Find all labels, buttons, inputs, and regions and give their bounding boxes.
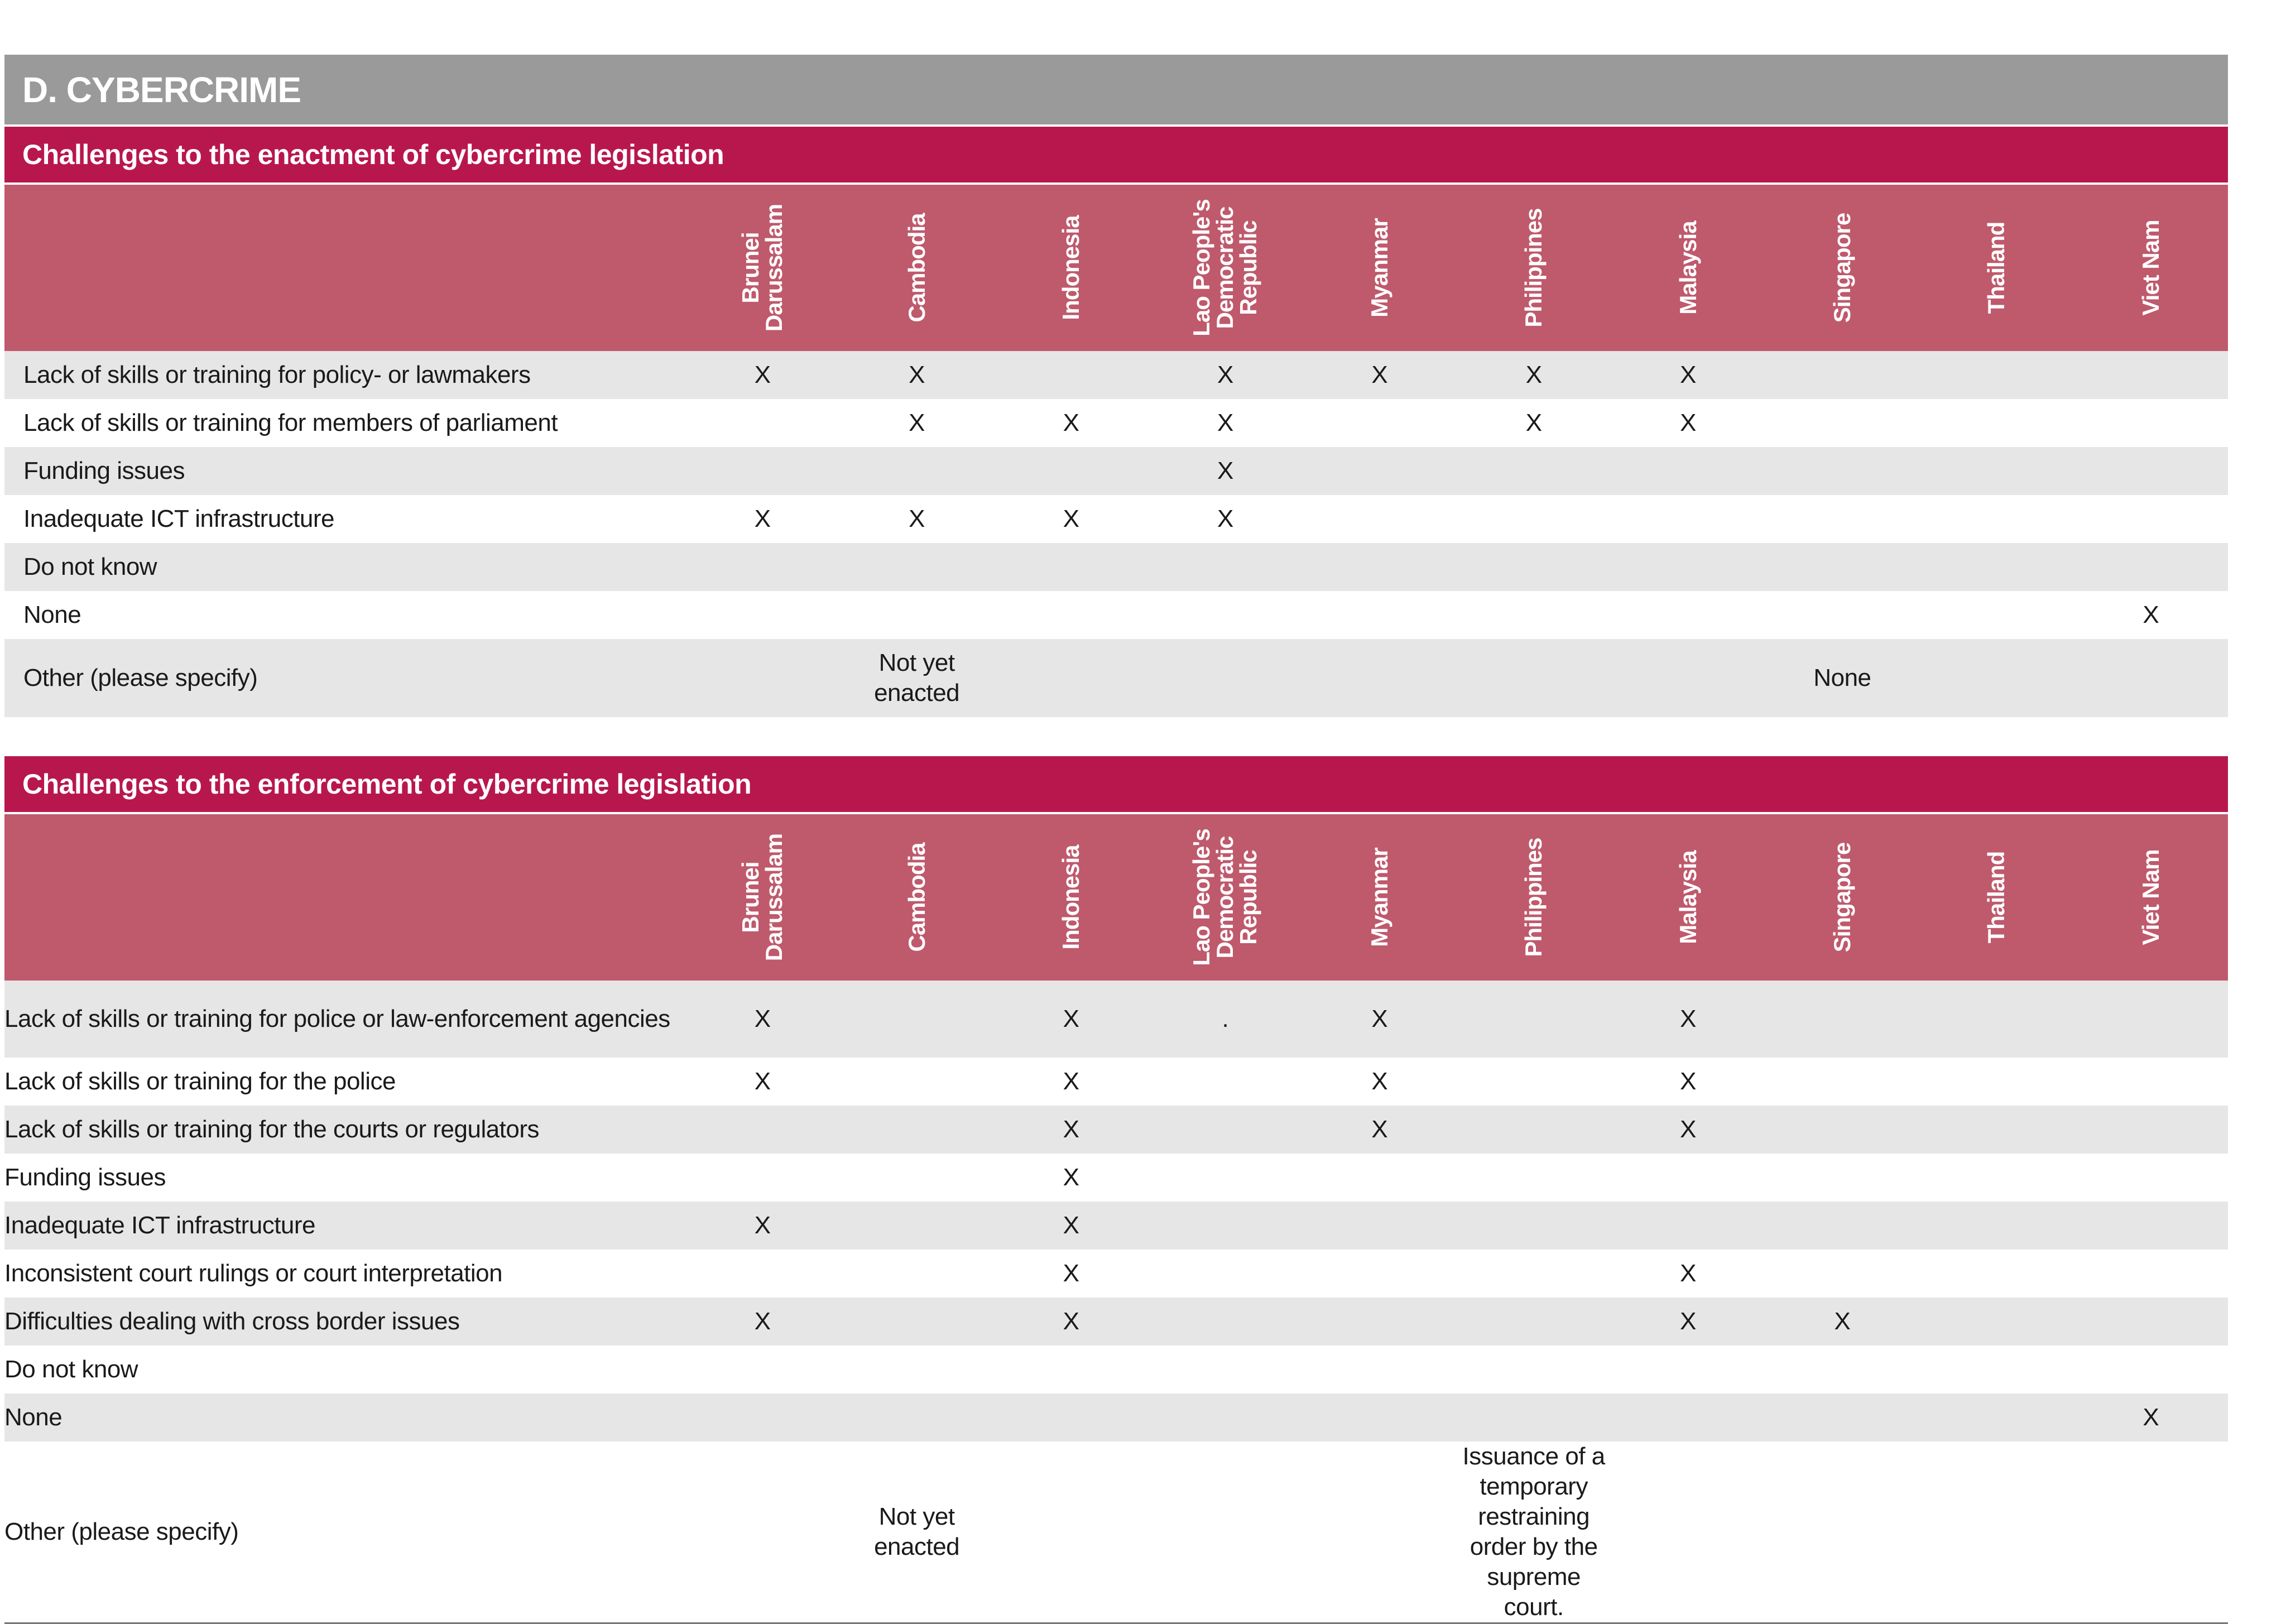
cell-mark — [685, 1106, 839, 1154]
cell-mark — [1765, 1442, 1919, 1622]
cell-mark: X — [1063, 1068, 1079, 1095]
table1-header-indonesia: Indonesia — [1057, 215, 1084, 320]
table-row — [4, 1250, 2228, 1298]
cell-mark: None — [1813, 664, 1871, 691]
cell-mark — [685, 1250, 839, 1298]
cell-mark: X — [754, 1068, 771, 1095]
cell-mark — [2074, 447, 2228, 495]
cell-mark — [1303, 1154, 1457, 1202]
cell-mark — [1457, 1298, 1611, 1346]
cell-mark — [1919, 1394, 2073, 1442]
cell-mark: X — [1680, 1308, 1696, 1335]
cell-mark: X — [1063, 1212, 1079, 1239]
cell-mark — [1919, 981, 2073, 1058]
cell-mark — [2074, 495, 2228, 543]
table-row — [4, 1106, 2228, 1154]
cell-mark — [994, 447, 1148, 495]
cell-mark — [1303, 495, 1457, 543]
cell-mark: X — [1371, 1116, 1388, 1143]
row-label: Inadequate ICT infrastructure — [4, 1212, 316, 1239]
row-label: Funding issues — [4, 1164, 166, 1191]
cell-mark — [2074, 543, 2228, 591]
cell-mark — [994, 1394, 1148, 1442]
cell-mark — [1457, 447, 1611, 495]
cell-mark — [1765, 1346, 1919, 1394]
cell-mark — [1919, 1154, 2073, 1202]
cell-mark: X — [1680, 1116, 1696, 1143]
table-row — [4, 1346, 2228, 1394]
cell-mark — [839, 1298, 993, 1346]
cell-mark — [839, 1058, 993, 1106]
cell-mark: X — [1680, 1260, 1696, 1287]
row-label: None — [4, 1404, 63, 1431]
cell-mark — [839, 1394, 993, 1442]
cell-mark: X — [754, 1308, 771, 1335]
cell-mark — [1611, 1202, 1765, 1250]
cell-mark — [1765, 1058, 1919, 1106]
cell-mark — [1303, 639, 1457, 717]
cell-mark — [1457, 1106, 1611, 1154]
cell-mark: X — [1217, 505, 1233, 532]
row-label: Do not know — [23, 553, 157, 580]
cell-mark: X — [1063, 1005, 1079, 1032]
cell-mark: X — [1371, 1005, 1388, 1032]
cell-mark — [1457, 1154, 1611, 1202]
cell-mark: X — [1217, 361, 1233, 388]
cell-mark — [1765, 447, 1919, 495]
cell-mark: X — [1525, 361, 1542, 388]
cell-mark — [1919, 1442, 2073, 1622]
cell-mark — [1303, 1202, 1457, 1250]
cell-mark: X — [1525, 409, 1542, 436]
cell-mark — [2074, 1442, 2228, 1622]
cell-mark — [1148, 591, 1302, 639]
row-label: Lack of skills or training for the police — [4, 1068, 396, 1095]
cell-mark — [1919, 495, 2073, 543]
enforcement-challenges-table — [4, 814, 2228, 1622]
cell-mark — [1919, 1106, 2073, 1154]
table-row — [4, 1154, 2228, 1202]
cell-mark — [994, 543, 1148, 591]
cell-mark — [1611, 1442, 1765, 1622]
table-row — [4, 591, 2228, 639]
table2-header-thailand: Thailand — [1983, 851, 2010, 944]
cell-mark — [839, 591, 993, 639]
cell-mark: X — [1680, 1005, 1696, 1032]
cell-mark — [1457, 1250, 1611, 1298]
cell-mark — [1611, 1346, 1765, 1394]
cell-mark: X — [754, 1212, 771, 1239]
section-title: D. CYBERCRIME — [4, 55, 2228, 124]
cell-mark — [839, 1106, 993, 1154]
table-row — [4, 543, 2228, 591]
table-row — [4, 399, 2228, 447]
cell-mark — [2074, 399, 2228, 447]
cell-mark: X — [1680, 409, 1696, 436]
cell-mark — [685, 447, 839, 495]
cell-mark — [1611, 543, 1765, 591]
cell-mark: X — [909, 409, 925, 436]
table-row — [4, 639, 2228, 717]
table1-header-singapore: Singapore — [1828, 213, 1855, 323]
table2-header-philippines: Philippines — [1520, 838, 1547, 957]
cell-mark — [1765, 543, 1919, 591]
cell-mark — [1148, 639, 1302, 717]
cell-mark — [1765, 1154, 1919, 1202]
cell-mark — [1919, 1346, 2073, 1394]
cell-mark — [1303, 543, 1457, 591]
cell-mark: Issuance of a temporary restraining order by the supreme court. — [1462, 1443, 1605, 1621]
table-row — [4, 1202, 2228, 1250]
cell-mark — [2074, 1154, 2228, 1202]
cell-mark — [1919, 1058, 2073, 1106]
cell-mark: X — [754, 505, 771, 532]
table1-header-cambodia: Cambodia — [903, 213, 930, 323]
cell-mark — [839, 543, 993, 591]
cell-mark: X — [1063, 409, 1079, 436]
row-label: Funding issues — [23, 457, 185, 484]
table-row — [4, 1442, 2228, 1622]
table-row — [4, 981, 2228, 1058]
table2-header-indonesia: Indonesia — [1057, 845, 1084, 950]
table2-header-myanmar: Myanmar — [1366, 848, 1392, 947]
cell-mark — [1303, 591, 1457, 639]
cell-mark — [685, 1346, 839, 1394]
cell-mark — [2074, 1298, 2228, 1346]
row-label: Inadequate ICT infrastructure — [23, 505, 335, 532]
cell-mark — [1611, 1154, 1765, 1202]
table1-header-thailand: Thailand — [1983, 222, 2010, 314]
cell-mark — [1919, 399, 2073, 447]
cell-mark — [1919, 1202, 2073, 1250]
cell-mark — [1148, 1346, 1302, 1394]
row-label: Inconsistent court rulings or court interpretation — [4, 1260, 503, 1287]
cell-mark: X — [1063, 505, 1079, 532]
cell-mark — [1148, 1442, 1302, 1622]
cell-mark — [1457, 1202, 1611, 1250]
cell-mark — [1919, 447, 2073, 495]
cell-mark — [2074, 1106, 2228, 1154]
cell-mark — [2074, 981, 2228, 1058]
cell-mark — [1303, 1250, 1457, 1298]
row-label: Lack of skills or training for police or law-enforcement agencies — [4, 1005, 670, 1032]
cell-mark — [1765, 1394, 1919, 1442]
cell-mark — [1148, 1250, 1302, 1298]
cell-mark — [1303, 1442, 1457, 1622]
cell-mark — [1303, 1298, 1457, 1346]
cell-mark: X — [1680, 361, 1696, 388]
cell-mark — [1765, 399, 1919, 447]
cell-mark: Not yet enacted — [874, 1503, 960, 1560]
table-row — [4, 1058, 2228, 1106]
cell-mark: X — [754, 361, 771, 388]
table-row — [4, 1298, 2228, 1346]
cell-mark — [1765, 1202, 1919, 1250]
cell-mark — [685, 543, 839, 591]
table2-title: Challenges to the enforcement of cybercrime legislation — [4, 754, 2228, 814]
table1-header-philippines: Philippines — [1520, 208, 1547, 328]
cell-mark: X — [1217, 409, 1233, 436]
cell-mark — [685, 591, 839, 639]
row-label: Other (please specify) — [4, 1518, 239, 1545]
row-label: Lack of skills or training for members of parliament — [23, 409, 558, 436]
table-row — [4, 495, 2228, 543]
cell-mark — [685, 639, 839, 717]
table2-header-lao: Lao People's Democratic Republic — [1188, 829, 1262, 966]
row-label: Other (please specify) — [23, 664, 258, 691]
cell-mark — [1919, 639, 2073, 717]
cell-mark: Not yet enacted — [874, 649, 960, 707]
table1-header-corner — [4, 185, 685, 351]
table2-header-cambodia: Cambodia — [903, 843, 930, 952]
cell-mark — [1457, 1058, 1611, 1106]
cell-mark — [1148, 1058, 1302, 1106]
cell-mark — [685, 1442, 839, 1622]
cell-mark — [1457, 1394, 1611, 1442]
cell-mark — [1611, 1394, 1765, 1442]
cell-mark — [1919, 351, 2073, 399]
cell-mark — [1611, 447, 1765, 495]
cell-mark — [1148, 1394, 1302, 1442]
cell-mark — [1303, 1394, 1457, 1442]
cell-mark — [2074, 1346, 2228, 1394]
table1-header-myanmar: Myanmar — [1366, 218, 1392, 318]
enactment-challenges-table — [4, 185, 2228, 717]
cell-mark — [685, 1154, 839, 1202]
cell-mark — [1765, 981, 1919, 1058]
cell-mark — [685, 1394, 839, 1442]
cell-mark — [2074, 1202, 2228, 1250]
cell-mark — [2074, 639, 2228, 717]
cell-mark — [839, 447, 993, 495]
cell-mark — [1765, 1106, 1919, 1154]
cell-mark — [1611, 495, 1765, 543]
cell-mark — [1148, 1106, 1302, 1154]
cell-mark — [994, 1346, 1148, 1394]
row-label: Do not know — [4, 1356, 138, 1383]
cell-mark: . — [1222, 1005, 1229, 1032]
cell-mark — [994, 1442, 1148, 1622]
cell-mark — [839, 1250, 993, 1298]
cell-mark — [1303, 447, 1457, 495]
cell-mark: X — [909, 505, 925, 532]
cell-mark — [1919, 1250, 2073, 1298]
cell-mark — [1148, 1154, 1302, 1202]
cell-mark: X — [909, 361, 925, 388]
cell-mark — [839, 1202, 993, 1250]
row-label: Lack of skills or training for the courts or regulators — [4, 1116, 540, 1143]
cell-mark: X — [1680, 1068, 1696, 1095]
table1-header-vietnam: Viet Nam — [2137, 220, 2164, 316]
cell-mark — [1457, 1346, 1611, 1394]
cell-mark — [2074, 1250, 2228, 1298]
cell-mark — [1919, 543, 2073, 591]
cell-mark — [1919, 591, 2073, 639]
row-label: None — [23, 601, 81, 628]
cell-mark — [1765, 1250, 1919, 1298]
cell-mark: X — [2143, 1404, 2159, 1431]
table-gap — [4, 717, 2228, 754]
table-row — [4, 1394, 2228, 1442]
cell-mark — [685, 399, 839, 447]
cell-mark — [1611, 591, 1765, 639]
cell-mark — [994, 591, 1148, 639]
cell-mark: X — [1063, 1260, 1079, 1287]
cell-mark — [1765, 591, 1919, 639]
table2-header-brunei: Brunei Darussalam — [737, 833, 787, 962]
cell-mark — [1611, 639, 1765, 717]
cell-mark — [1457, 981, 1611, 1058]
cell-mark: X — [1063, 1308, 1079, 1335]
table2-header-row — [4, 814, 2228, 981]
cell-mark — [1303, 399, 1457, 447]
table-row — [4, 351, 2228, 399]
table2-header-vietnam: Viet Nam — [2137, 849, 2164, 945]
row-label: Difficulties dealing with cross border issues — [4, 1308, 460, 1335]
cell-mark — [1457, 639, 1611, 717]
table1-header-malaysia: Malaysia — [1674, 221, 1701, 315]
table-row — [4, 447, 2228, 495]
cell-mark — [1303, 1346, 1457, 1394]
table1-header-lao: Lao People's Democratic Republic — [1188, 199, 1262, 337]
table2-header-malaysia: Malaysia — [1674, 851, 1701, 944]
cybercrime-page — [4, 55, 2228, 1624]
cell-mark — [839, 1346, 993, 1394]
cell-mark: X — [2143, 601, 2159, 628]
cell-mark — [839, 1154, 993, 1202]
cell-mark: X — [1371, 1068, 1388, 1095]
cell-mark — [1457, 495, 1611, 543]
cell-mark: X — [1063, 1164, 1079, 1191]
cell-mark: X — [1063, 1116, 1079, 1143]
cell-mark — [1148, 1202, 1302, 1250]
cell-mark — [994, 351, 1148, 399]
cell-mark — [2074, 351, 2228, 399]
cell-mark: X — [1217, 457, 1233, 484]
row-label: Lack of skills or training for policy- or lawmakers — [23, 361, 531, 388]
table1-header-row — [4, 185, 2228, 351]
cell-mark: X — [754, 1005, 771, 1032]
cell-mark — [1148, 1298, 1302, 1346]
table2-header-corner — [4, 814, 685, 981]
cell-mark — [1148, 543, 1302, 591]
cell-mark — [2074, 1058, 2228, 1106]
table1-title: Challenges to the enactment of cybercrime legislation — [4, 124, 2228, 185]
cell-mark — [839, 981, 993, 1058]
table1-header-brunei: Brunei Darussalam — [737, 204, 787, 332]
cell-mark — [1457, 543, 1611, 591]
cell-mark — [1457, 591, 1611, 639]
cell-mark — [1765, 351, 1919, 399]
table2-header-singapore: Singapore — [1828, 842, 1855, 953]
cell-mark — [1919, 1298, 2073, 1346]
cell-mark — [1765, 495, 1919, 543]
cell-mark — [994, 639, 1148, 717]
cell-mark: X — [1371, 361, 1388, 388]
cell-mark: X — [1834, 1308, 1851, 1335]
